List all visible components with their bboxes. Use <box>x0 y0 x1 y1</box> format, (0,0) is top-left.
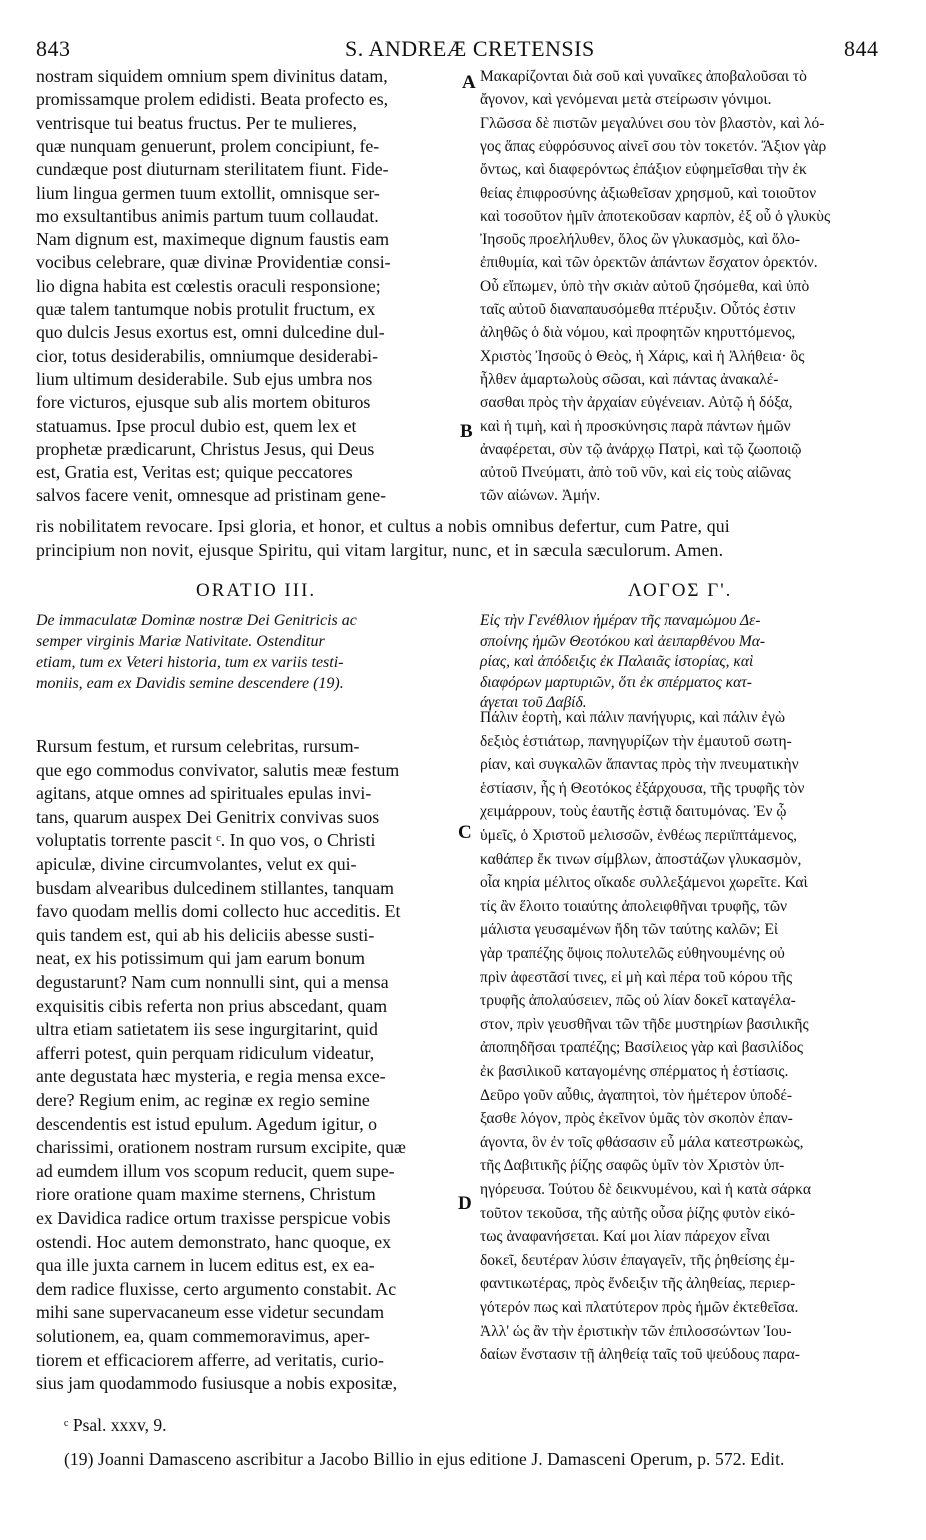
text-line: ad eumdem illum vos scopum reducit, quem supe- <box>36 1160 395 1181</box>
text-line: neat, ex his potissimum qui jam earum bonum <box>36 948 365 969</box>
footnote-psalm: ᶜ Psal. xxxv, 9. <box>64 1415 167 1435</box>
text-line: ἀληθῶς ὁ διὰ νόμου, καὶ προφητῶν κηρυττόμενος, <box>480 324 796 342</box>
text-line: riore oratione quam maxime sternens, Christum <box>36 1184 376 1205</box>
latin-oration-title: ORATIO III. <box>196 580 317 601</box>
greek-oration-title: ΛΟΓΟΣ Γ'. <box>628 580 733 601</box>
text-line: άγοντα, ὃν ἐν τοῖς φθάσασιν εὖ μάλα κατεστρωκὼς, <box>480 1133 804 1151</box>
text-line: tans, quarum auspex Dei Genitrix convivas suos <box>36 806 380 827</box>
text-line: τῆς Δαβιτικῆς ῥίζης σαφῶς ὑμῖν τὸν Χριστὸν ὑπ- <box>480 1157 785 1175</box>
text-line: τρυφῆς ἀπολαύσειεν, πῶς οὐ λίαν δοκεῖ καταγέλα- <box>480 992 796 1010</box>
text-line: ultra etiam satietatem iis sese ingurgitarint, quid <box>36 1019 378 1040</box>
text-line: ὄντως, καὶ διαφερόντως ἐπάξιον εὐφημεῖσθαι τὴν ἐκ <box>480 161 807 179</box>
text-line: ἦλθεν ἁμαρτωλοὺς σῶσαι, καὶ πάντας ἀνακαλέ- <box>480 370 779 388</box>
text-line: quis tandem est, qui ab his deliciis abesse susti- <box>36 924 375 945</box>
text-line: Μακαρίζονται διὰ σοῦ καὶ γυναῖκες ἀποβαλοῦσαι τὸ <box>480 68 807 85</box>
text-line: promissamque prolem edidisti. Beata profecto es, <box>36 89 389 110</box>
text-line: Δεῦρο γοῦν αὖθις, ἀγαπητοὶ, τὸν ἡμέτερον ὑποδέ- <box>480 1086 792 1104</box>
text-line: cior, totus desiderabilis, omniumque desiderabi- <box>36 345 378 366</box>
text-line: que ego commodus convivator, salutis meæ festum <box>36 759 400 780</box>
text-line: ρίας, καὶ ἀπόδειξις ἐκ Παλαιᾶς ἱστορίας, καὶ <box>480 653 754 670</box>
text-line: tiorem et efficaciorem afferre, ad veritatis, curio- <box>36 1349 384 1370</box>
text-line: δαίων ἔνστασιν τῇ ἀληθείᾳ ταῖς τοῦ ψεύδους παρα- <box>480 1346 800 1364</box>
text-line: afferri potest, quin perquam ridiculum videatur, <box>36 1042 375 1063</box>
text-line: favo quodam mellis domi collecto huc acceditis. Et <box>36 901 401 922</box>
text-line: σασθαι πρὸς τὴν ἀρχαίαν εὐγένειαν. Αὐτῷ ἡ δόξα, <box>480 394 793 412</box>
text-line: sius jam quodammodo fusiusque a nobis expositæ, <box>36 1373 398 1394</box>
text-line: cundæque post diuturnam sterilitatem fiunt. Fide- <box>36 159 389 180</box>
text-line: δεξιὸς ἑστιάτωρ, πανηγυρίζων τὴν ἐμαυτοῦ σωτη- <box>480 732 792 750</box>
text-line: ventrisque tui beatus fructus. Per te mulieres, <box>36 112 357 133</box>
text-line: descendentis est istud epulum. Agedum igitur, o <box>36 1113 378 1134</box>
text-line: salvos facere venit, omnesque ad pristinam gene- <box>36 485 387 506</box>
text-line: Οὗ εἴπωμεν, ὑπὸ τὴν σκιὰν αὐτοῦ ζησόμεθα, καὶ ὑπὸ <box>480 277 810 295</box>
text-line: καὶ ἡ τιμὴ, καὶ ἡ προσκύνησις παρὰ πάντων ἡμῶν <box>480 417 791 435</box>
text-line: οἷα κηρία μέλιτος οἴκαδε συλλεξάμενοι χωρεῖτε. Καὶ <box>480 874 808 892</box>
text-line: Γλῶσσα δὲ πιστῶν μεγαλύνει σου τὸν βλαστὸν, καὶ λό- <box>480 114 825 132</box>
text-line: quo dulcis Jesus exortus est, omni dulcedine dul- <box>36 322 385 343</box>
full-width-line-2: principium non novit, ejusque Spiritu, qui vitam largitur, nunc, et in sæcula sæculorum. Amen. <box>36 540 724 560</box>
text-line: quæ nunquam genuerunt, prolem concipiunt, fe- <box>36 135 380 156</box>
text-line: voluptatis torrente pascit ᶜ. In quo vos, o Christi <box>36 830 376 851</box>
text-line: mihi sane supervacaneum esse videtur secundam <box>36 1302 385 1323</box>
text-line: qua ille juxta carnem in lucem editus est, ex ea- <box>36 1255 375 1276</box>
text-line: τῶν αἰώνων. Ἀμήν. <box>480 487 601 505</box>
text-line: De immaculatæ Dominæ nostræ Dei Genitricis ac <box>36 612 357 629</box>
text-line: χειμάρρουν, τοὺς ἑαυτῆς ἑστιᾷ δαιτυμόνας. Ἐν ᾧ <box>480 803 787 821</box>
text-line: στον, πρὶν γευσθῆναι τῶν τῆδε μυστηρίων βασιλικῆς <box>480 1015 809 1033</box>
full-width-line-1: ris nobilitatem revocare. Ipsi gloria, et honor, et cultus a nobis omnibus defertur, cum Patre, qui <box>36 516 730 536</box>
text-line: Ἰησοῦς προελήλυθεν, ὅλος ὢν γλυκασμὸς, καὶ ὅλο- <box>480 231 801 249</box>
text-line: αὐτοῦ Πνεύματι, ἀπὸ τοῦ νῦν, καὶ εἰς τοὺς αἰῶνας <box>480 464 791 482</box>
text-line: vocibus celebrare, quæ divinæ Providentiæ consi- <box>36 252 391 273</box>
text-line: ostendi. Hoc autem demonstrato, hanc quoque, ex <box>36 1231 392 1252</box>
text-line: ἐπιθυμία, καὶ τῶν ὀρεκτῶν ἁπάντων ἔσχατον ὀρεκτόν. <box>480 254 818 272</box>
text-line: άγεται τοῦ Δαβίδ. <box>480 694 587 711</box>
text-line: est, Gratia est, Veritas est; quique peccatores <box>36 462 353 483</box>
text-line: τοῦτον τεκοῦσα, τῆς αὐτῆς οὖσα ῥίζης φυτὸν εἰκό- <box>480 1204 796 1222</box>
text-line: διαφόρων μαρτυριῶν, ὅτι ἐκ σπέρματος κατ- <box>480 673 752 691</box>
text-line: charissimi, orationem nostram rursum excipite, quæ <box>36 1137 406 1158</box>
text-line: ἀποπηδῆσαι τραπέζης; Βασίλειος γὰρ καὶ βασιλίδος <box>480 1039 803 1057</box>
page-number-left: 843 <box>36 36 71 61</box>
text-line: nostram siquidem omnium spem divinitus datam, <box>36 66 388 86</box>
text-line: agitans, atque omnes ad spirituales epulas invi- <box>36 783 372 804</box>
text-line: μάλιστα γευσαμένων ἤδη τῶν ταύτης καλῶν; Εἰ <box>480 921 779 939</box>
text-line: ἄγονον, καὶ γενόμεναι μετὰ στείρωσιν γόνιμοι. <box>480 91 772 109</box>
text-line: τίς ἂν ἕλοιτο τοιαύτης ἀπολειφθῆναι τρυφῆς, τῶν <box>480 897 788 915</box>
text-line: ante degustata hæc mysteria, e regia mensa exce- <box>36 1066 386 1087</box>
text-line: δοκεῖ, δευτέραν λύσιν ἐπαγαγεῖν, τῆς ῥηθείσης ἐμ- <box>480 1251 795 1269</box>
text-line: lium lingua germen tuum extollit, omnisque ser- <box>36 182 380 203</box>
text-line: ὑμεῖς, ὁ Χριστοῦ μελισσῶν, ἐνθέως περιϊπτάμενος, <box>480 827 797 844</box>
text-line: mo exsultantibus animis partum tuum collaudat. <box>36 205 379 226</box>
text-line: statuamus. Ipse procul dubio est, quem lex et <box>36 415 357 436</box>
footnote-19: (19) Joanni Damasceno ascribitur a Jacobo Billio in ejus editione J. Damasceni Operum, p. 572. Edit. <box>64 1449 785 1469</box>
text-line: Εἰς τὴν Γενέθλιον ἡμέραν τῆς παναμώμου Δε- <box>480 612 761 629</box>
text-line: καὶ τοσοῦτον ἡμῖν ἀποτεκοῦσαν καρπὸν, ἐξ οὗ ὁ γλυκὺς <box>480 207 831 225</box>
text-line: σποίνης ἡμῶν Θεοτόκου καὶ ἀειπαρθένου Μα- <box>480 632 766 650</box>
text-line: ηγόρευσα. Τούτου δὲ δεικνυμένου, καὶ ἡ κατὰ σάρκα <box>480 1181 811 1198</box>
page-number-right: 844 <box>844 36 879 61</box>
text-line: solutionem, ea, quam commemoravimus, aper- <box>36 1326 370 1346</box>
text-line: quæ talem tantumque nobis protulit fructum, ex <box>36 299 376 319</box>
text-line: πρὶν ἀφεστᾶσί τινες, εἰ μὴ καὶ πέρα τοῦ κόρου τῆς <box>480 968 793 986</box>
text-line: dere? Regium enim, ac reginæ ex regio semine <box>36 1090 370 1110</box>
text-line: degustarunt? Nam cum nonnulli sint, qui a mensa <box>36 972 389 992</box>
text-line: dem radice fluxisse, certo argumento constabit. Ac <box>36 1278 397 1299</box>
text-line: καθάπερ ἔκ τινων σίμβλων, ἀποστάζων γλυκασμὸν, <box>480 850 802 868</box>
text-line: fore victuros, ejusque sub alis mortem obituros <box>36 392 371 413</box>
text-line: etiam, tum ex Veteri historia, tum ex variis testi- <box>36 654 344 671</box>
text-line: Χριστὸς Ἰησοῦς ὁ Θεὸς, ἡ Χάρις, καὶ ἡ Ἀλήθεια· ὃς <box>480 347 805 365</box>
text-line: ξασθε λόγον, πρὸς ἐκεῖνον ὑμᾶς τὸν σκοπὸν ἐπαν- <box>480 1110 793 1128</box>
text-line: lio digna habita est cœlestis oraculi responsione; <box>36 275 381 296</box>
text-line: φαντικωτέρας, πρὸς ἔνδειξιν τῆς ἀληθείας, περιερ- <box>480 1275 796 1293</box>
text-line: θείας ἐπιφροσύνης ἀξιωθεῖσαν χρησμοῦ, καὶ τοιοῦτον <box>480 184 817 202</box>
column-marker-d: D <box>458 1193 472 1214</box>
text-line: Πάλιν ἑορτὴ, καὶ πάλιν πανήγυρις, καὶ πάλιν ἐγὼ <box>480 709 786 726</box>
text-line: ἑστίασιν, ἧς ἡ Θεοτόκος ἐξάρχουσα, τῆς τρυφῆς τὸν <box>480 779 805 797</box>
text-line: semper virginis Mariæ Nativitate. Ostenditur <box>36 633 325 650</box>
text-line: prophetæ prædicarunt, Christus Jesus, qui Deus <box>36 438 375 459</box>
text-line: τως ἀναφανήσεται. Καί μοι λίαν πάρεχον εἶναι <box>480 1228 770 1246</box>
text-line: Ἀλλ' ὡς ἂν τὴν ἐριστικὴν τῶν ἐπιλοσσώντων Ἰου- <box>480 1322 792 1340</box>
running-head-title: S. ANDREÆ CRETENSIS <box>345 36 595 61</box>
text-line: apiculæ, divine circumvolantes, velut ex qui- <box>36 854 357 874</box>
text-line: ex Davidica radice ortum traxisse perspicue vobis <box>36 1208 391 1228</box>
text-line: γος ἅπας εὐφρόσυνος αἰνεῖ σου τὸν τοκετόν. Ἄξιον γὰρ <box>480 137 827 155</box>
text-line: lium ultimum desiderabile. Sub ejus umbra nos <box>36 368 373 389</box>
text-line: moniis, eam ex Davidis semine descendere (19). <box>36 675 344 692</box>
column-marker-c: C <box>458 822 472 843</box>
text-line: Nam dignum est, maximeque dignum faustis eam <box>36 229 390 250</box>
column-marker-a: A <box>462 72 476 93</box>
text-line: busdam alvearibus dulcedinem stillantes, tanquam <box>36 877 395 898</box>
column-marker-b: B <box>460 421 473 442</box>
text-line: exquisitis cibis referta non prius abscedant, quam <box>36 995 388 1016</box>
text-line: γότερόν πως καὶ πλατύτερον πρὸς ἡμῶν ἐκτεθεῖσα. <box>480 1299 799 1316</box>
text-line: γὰρ τραπέζης ὄψοις πολυτελῶς εὐθηνουμένης οὐ <box>480 945 785 962</box>
text-line: ἐκ βασιλικοῦ καταγομένης σπέρματος ἡ ἑστίασις. <box>480 1063 789 1080</box>
text-line: ταῖς αὐτοῦ διαναπαυσόμεθα πτέρυξιν. Οὗτός ἐστιν <box>480 301 796 318</box>
text-line: ἀναφέρεται, σὺν τῷ ἀνάρχῳ Πατρὶ, καὶ τῷ ζωοποιῷ <box>480 440 802 458</box>
text-line: Rursum festum, et rursum celebritas, rursum- <box>36 736 360 756</box>
text-line: ρίαν, καὶ συγκαλῶν ἅπαντας πρὸς τὴν πνευματικὴν <box>480 756 799 774</box>
